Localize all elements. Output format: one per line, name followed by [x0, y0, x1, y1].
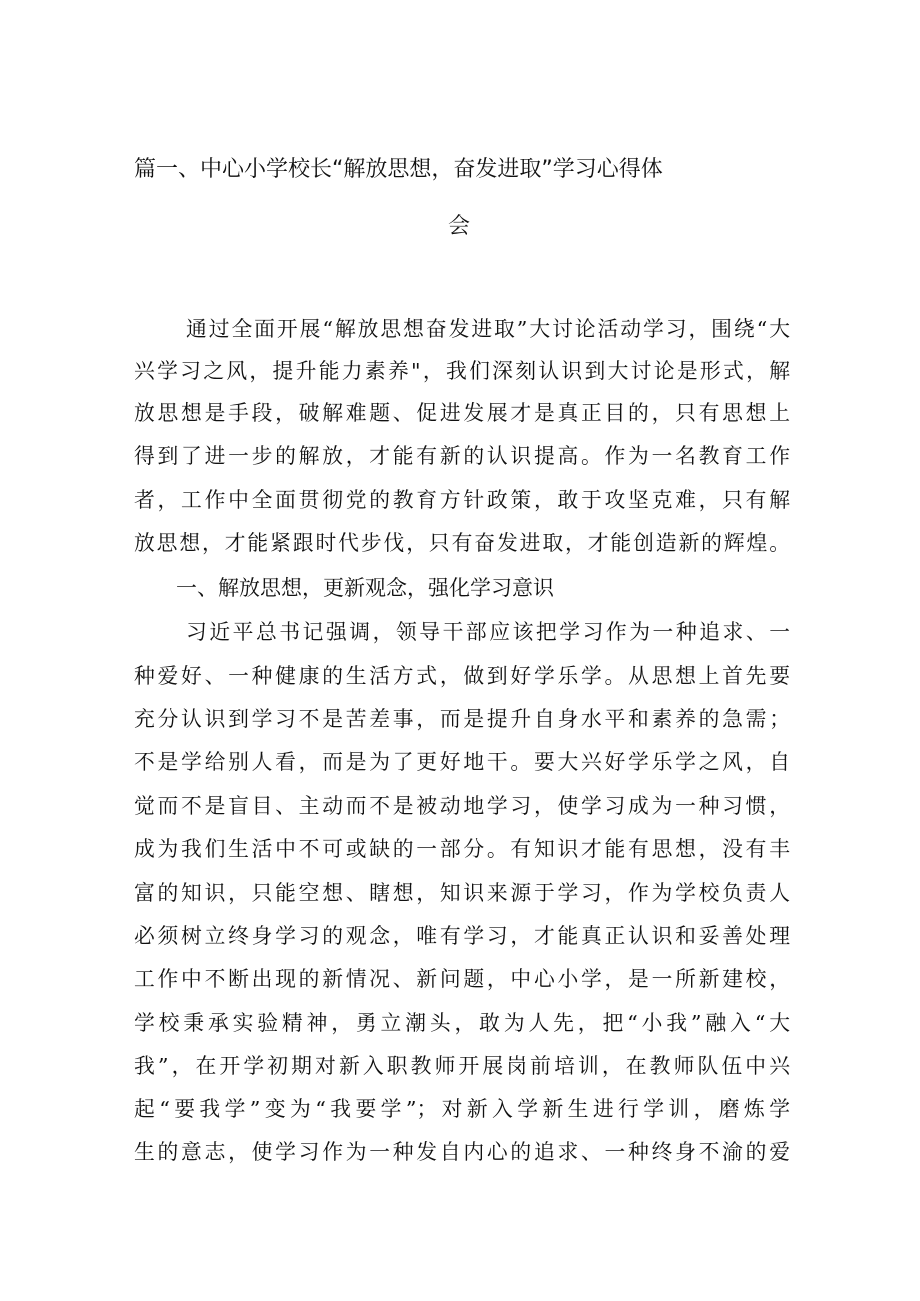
paragraph-2-line: 富的知识，只能空想、瞎想，知识来源于学习，作为学校负责人	[134, 881, 790, 905]
paragraph-2-line: 觉而不是盲目、主动而不是被动地学习，使学习成为一种习惯，	[134, 794, 790, 818]
paragraph-1-line: 者，工作中全面贯彻党的教育方针政策，敢于攻坚克难，只有解	[134, 488, 790, 512]
paragraph-2-line: 种爱好、一种健康的生活方式，做到好学乐学。从思想上首先要	[134, 664, 790, 688]
paragraph-2-line: 学校秉承实验精神，勇立潮头，敢为人先，把“小我”融入“大	[134, 1011, 790, 1035]
paragraph-1-line: 通过全面开展“解放思想奋发进取”大讨论活动学习，围绕“大	[186, 317, 790, 341]
document-title-line-1: 篇一、中心小学校长“解放思想，奋发进取”学习心得体	[134, 157, 663, 182]
paragraph-2-line: 习近平总书记强调，领导干部应该把学习作为一种追求、一	[186, 620, 790, 644]
paragraph-2-line: 工作中不断出现的新情况、新问题，中心小学，是一所新建校，	[134, 967, 790, 991]
paragraph-2-line: 成为我们生活中不可或缺的一部分。有知识才能有思想，没有丰	[134, 837, 790, 861]
paragraph-1-line: 兴学习之风，提升能力素养"，我们深刻认识到大讨论是形式，解	[134, 359, 790, 383]
paragraph-2-line: 起“要我学”变为“我要学”；对新入学新生进行学训，磨炼学	[134, 1097, 790, 1121]
paragraph-2-line: 充分认识到学习不是苦差事，而是提升自身水平和素养的急需；	[134, 707, 790, 731]
paragraph-1-line: 放思想，才能紧跟时代步伐，只有奋发进取，才能创造新的辉煌。	[134, 531, 790, 555]
paragraph-2-line: 不是学给别人看，而是为了更好地干。要大兴好学乐学之风，自	[134, 750, 790, 774]
paragraph-2-line: 必须树立终身学习的观念，唯有学习，才能真正认识和妥善处理	[134, 924, 790, 948]
document-title-line-2: 会	[448, 214, 471, 239]
paragraph-1-line: 得到了进一步的解放，才能有新的认识提高。作为一名教育工作	[134, 444, 790, 468]
paragraph-2-line: 生的意志，使学习作为一种发自内心的追求、一种终身不渝的爱	[134, 1140, 790, 1164]
section-heading: 一、解放思想，更新观念，强化学习意识	[176, 576, 554, 600]
paragraph-1-line: 放思想是手段，破解难题、促进发展才是真正目的，只有思想上	[134, 401, 790, 425]
paragraph-2-line: 我”，在开学初期对新入职教师开展岗前培训，在教师队伍中兴	[134, 1054, 790, 1078]
